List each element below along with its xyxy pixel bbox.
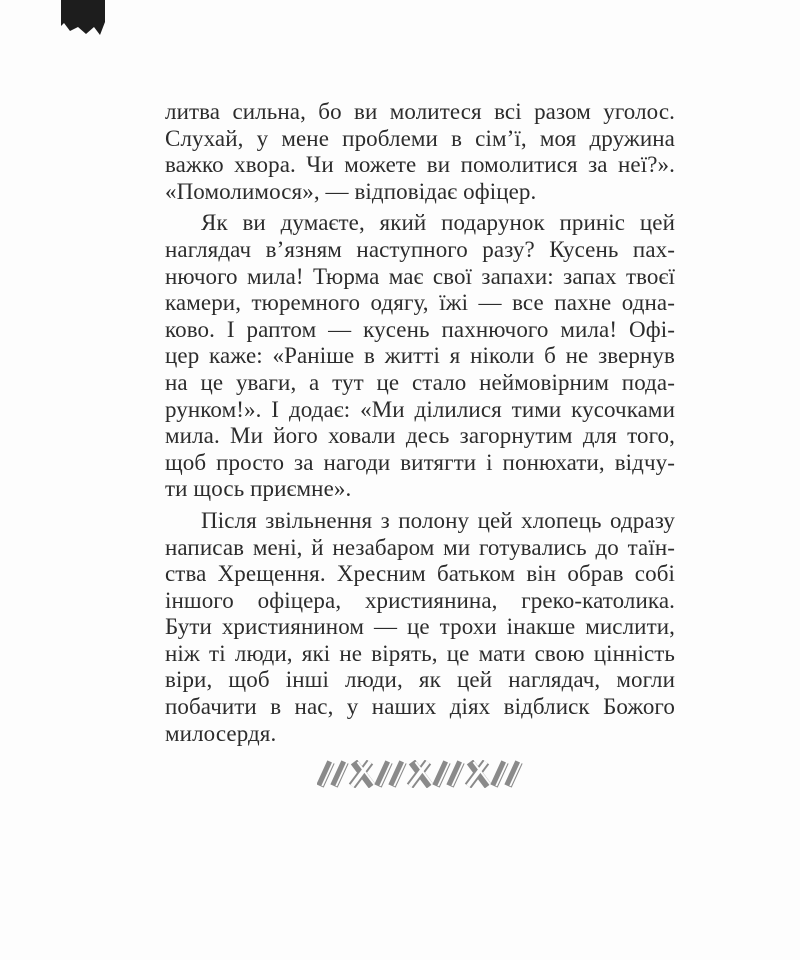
text-line: важко хвора. Чи можете ви помолитися за неї?». bbox=[165, 152, 675, 178]
text-line: цер каже: «Раніше в житті я ніколи б не звернув bbox=[165, 343, 675, 369]
text-line: ніж ті люди, які не вірять, це мати свою цінність bbox=[165, 640, 675, 666]
text-line: литва сильна, бо ви молитеся всі разом уголос. bbox=[165, 99, 675, 124]
text-line: Слухай, у мене проблеми в сім’ї, моя дружина bbox=[165, 125, 675, 151]
paragraph bbox=[165, 99, 675, 205]
text-line: «Помолимося», — відповідає офіцер. bbox=[165, 178, 537, 204]
text-line: Після звільнення з полону цей хлопець одразу bbox=[201, 507, 675, 533]
text-line: рунком!». І додає: «Ми ділилися тими кусочками bbox=[165, 396, 675, 422]
text-line: ково. І раптом — кусень пахнючого мила! Офі- bbox=[165, 316, 675, 342]
text-line: камери, тюремного одягу, їжі — все пахне одна- bbox=[165, 290, 675, 316]
ink-stain-mark bbox=[61, 0, 105, 40]
text-line: ти щось приємне». bbox=[165, 476, 352, 502]
page-text bbox=[165, 99, 675, 747]
text-line: ства Хрещення. Хресним батьком він обрав собі bbox=[165, 561, 675, 587]
text-line: наглядач в’язням наступного разу? Кусень пах- bbox=[165, 236, 675, 262]
text-line: Бути християнином — це трохи інакше мислити, bbox=[165, 614, 675, 640]
text-line: написав мені, й незабаром ми готувались до таїн- bbox=[165, 534, 675, 560]
text-line: нючого мила! Тюрма має свої запахи: запах твоєї bbox=[165, 263, 675, 289]
section-divider-ornament-icon bbox=[317, 760, 523, 788]
text-line: Як ви думаєте, який подарунок приніс цей bbox=[201, 210, 675, 236]
text-line: щоб просто за нагоди витягти і понюхати, відчу- bbox=[165, 449, 675, 475]
text-line: милосердя. bbox=[165, 720, 277, 746]
text-line: побачити в нас, у наших діях відблиск Божого bbox=[165, 694, 675, 720]
text-line: віри, щоб інші люди, як цей наглядач, могли bbox=[165, 667, 675, 693]
paragraph bbox=[165, 210, 675, 503]
text-line: на це уваги, а тут це стало неймовірним пода- bbox=[165, 369, 675, 395]
text-line: мила. Ми його ховали десь загорнутим для того, bbox=[165, 423, 675, 449]
text-line: іншого офіцера, християнина, греко-католика. bbox=[165, 587, 675, 613]
paragraph bbox=[165, 508, 675, 747]
